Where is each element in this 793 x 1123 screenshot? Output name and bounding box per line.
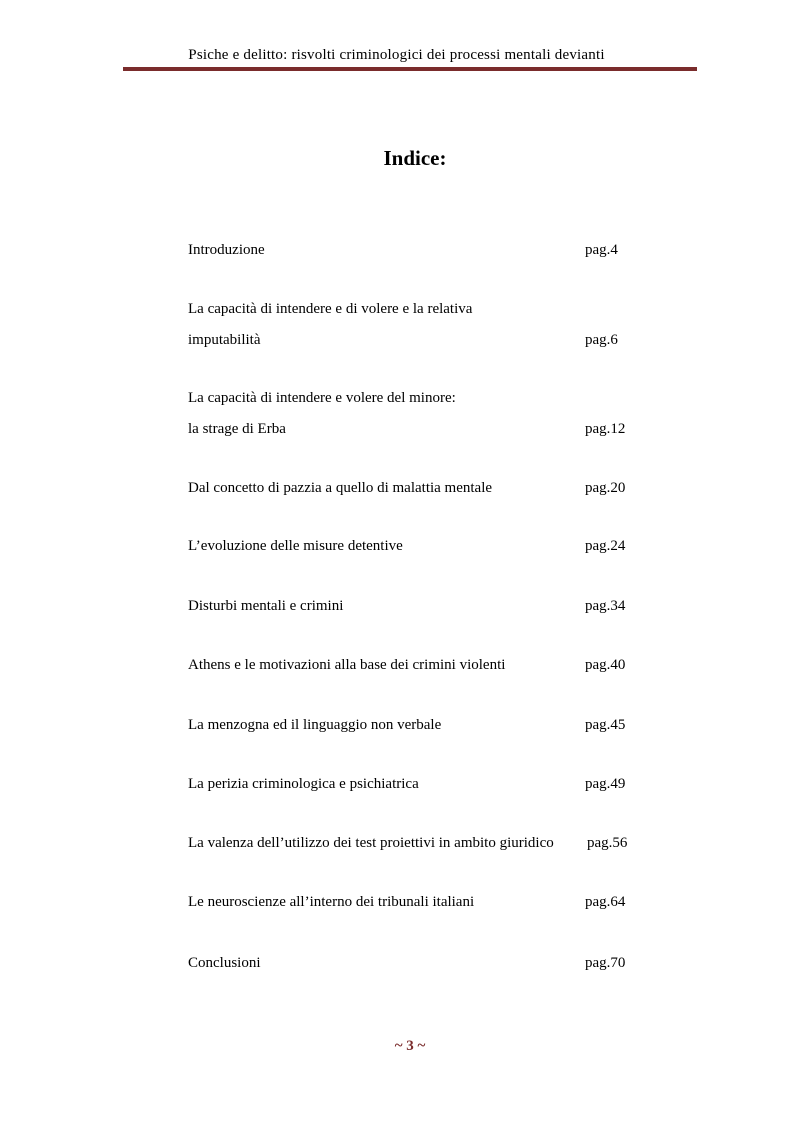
page-title: Indice:	[383, 146, 447, 170]
toc-entry-label: Athens e le motivazioni alla base dei crimini violenti	[188, 657, 506, 673]
toc-entry-page: pag.4	[585, 242, 618, 258]
toc-entry-label: La valenza dell’utilizzo dei test proiettivi in ambito giuridico	[188, 835, 554, 851]
toc-entry-page: pag.40	[585, 657, 626, 673]
toc-entry-label: Conclusioni	[188, 955, 261, 971]
toc-entry-page: pag.24	[585, 538, 626, 554]
toc-entry-page: pag.49	[585, 776, 626, 792]
toc-entry-label: L’evoluzione delle misure detentive	[188, 538, 403, 554]
running-header: Psiche e delitto: risvolti criminologici dei processi mentali devianti	[188, 47, 605, 63]
toc-entry-label: Disturbi mentali e crimini	[188, 598, 344, 614]
toc-entry-label: imputabilità	[188, 332, 261, 348]
toc-entry-label: Dal concetto di pazzia a quello di malattia mentale	[188, 480, 493, 496]
toc-entry-label: Introduzione	[188, 242, 265, 258]
toc-entry-page: pag.56	[587, 835, 628, 851]
toc-entry-page: pag.20	[585, 480, 626, 496]
toc-entry-page: pag.6	[585, 332, 618, 348]
toc-entry-label: La perizia criminologica e psichiatrica	[188, 776, 419, 792]
toc-entry-page: pag.70	[585, 955, 626, 971]
toc-entry-label: Le neuroscienze all’interno dei tribunali italiani	[188, 894, 475, 910]
toc-entry-page: pag.45	[585, 717, 626, 733]
header-rule	[123, 67, 697, 71]
toc-entry-page: pag.64	[585, 894, 626, 910]
toc-entry-page: pag.34	[585, 598, 626, 614]
toc-entry-label: La capacità di intendere e volere del minore:	[188, 390, 456, 406]
toc-entry-page: pag.12	[585, 421, 626, 437]
toc-entry-label: la strage di Erba	[188, 421, 286, 437]
toc-entry-label: La menzogna ed il linguaggio non verbale	[188, 717, 442, 733]
page-number: ~ 3 ~	[394, 1038, 426, 1054]
toc-entry-label: La capacità di intendere e di volere e la relativa	[188, 301, 473, 317]
